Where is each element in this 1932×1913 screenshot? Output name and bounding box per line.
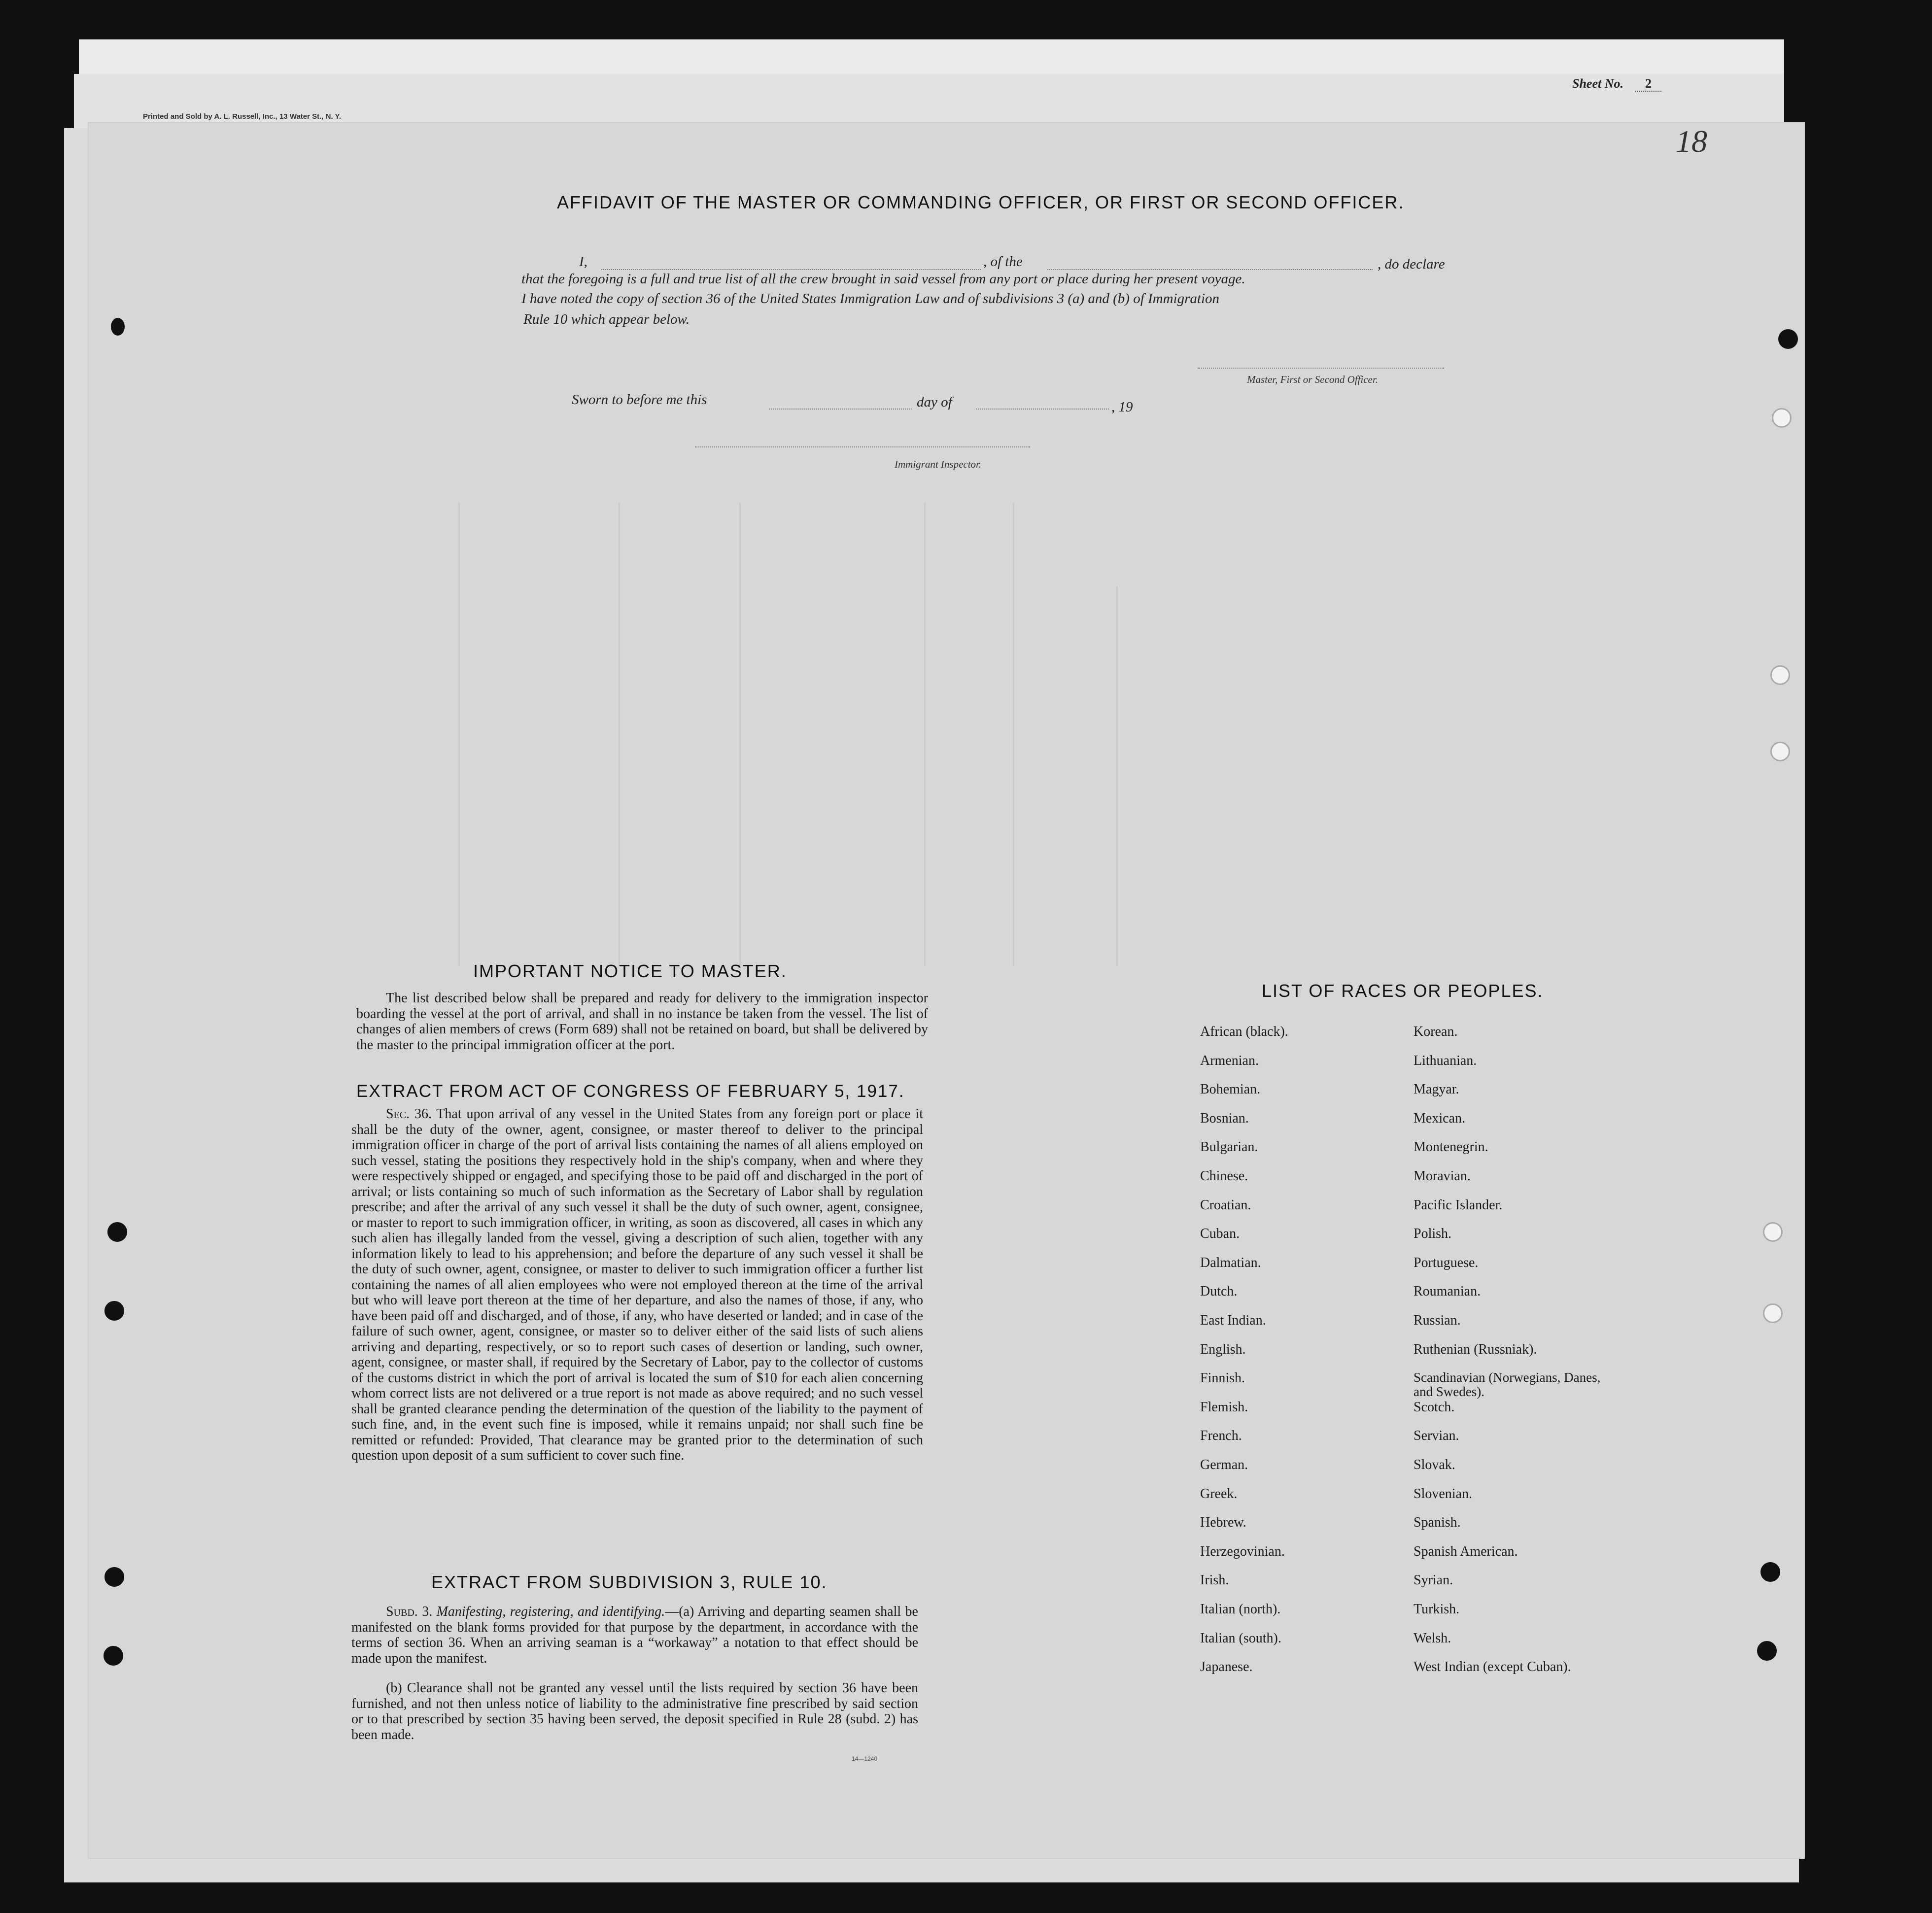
- column-rule: [619, 503, 620, 966]
- affidavit-line-2: that the foregoing is a full and true list of all the crew brought in said vessel from any port or place during her present voyage.: [521, 271, 1245, 287]
- race-item: Servian.: [1414, 1428, 1459, 1444]
- race-item: Dalmatian.: [1200, 1255, 1261, 1270]
- sworn-text: Sworn to before me this: [572, 392, 707, 408]
- race-item: Lithuanian.: [1414, 1053, 1477, 1068]
- race-item: Pacific Islander.: [1414, 1197, 1503, 1213]
- para-a-text: —(a) Arriving and departing seamen shall be manifested on the blank forms provided for that purpose by the department, in accordance with the terms of section 36. When an arriving seaman is a “workaway” a notation to that effect should be made upon the manifest.: [351, 1604, 918, 1666]
- main-sheet: [89, 123, 1804, 1858]
- affidavit-title: AFFIDAVIT OF THE MASTER OR COMMANDING OFFICER, OR FIRST OR SECOND OFFICER.: [557, 192, 1405, 212]
- master-signature-label: Master, First or Second Officer.: [1247, 374, 1378, 385]
- binder-hole: [1770, 742, 1790, 761]
- rule-extract-para-b: (b) Clearance shall not be granted any vessel until the lists required by section 36 have been furnished, and not then unless notice of liability to the administrative fine prescribed by said section or to that prescribed by section 35 having been served, the deposit specified in Rule 28 (subd. 2) has been made.: [351, 1680, 918, 1742]
- binder-hole: [1778, 329, 1798, 349]
- races-title: LIST OF RACES OR PEOPLES.: [1262, 981, 1544, 1001]
- race-item: Moravian.: [1414, 1168, 1471, 1184]
- race-item: Slovak.: [1414, 1457, 1455, 1472]
- sheet-number-label: Sheet No.: [1572, 76, 1623, 91]
- act-extract-title: EXTRACT FROM ACT OF CONGRESS OF FEBRUARY 5, 1917.: [356, 1082, 905, 1101]
- race-item: Montenegrin.: [1414, 1139, 1488, 1155]
- race-item: Armenian.: [1200, 1053, 1259, 1068]
- race-item: Mexican.: [1414, 1110, 1465, 1126]
- binder-hole: [1763, 1222, 1783, 1242]
- form-code: 14—1240: [852, 1755, 878, 1762]
- binder-hole: [1772, 408, 1792, 428]
- race-item: Korean.: [1414, 1024, 1458, 1039]
- binder-hole: [1770, 665, 1790, 685]
- race-item: Syrian.: [1414, 1572, 1453, 1588]
- race-item: Russian.: [1414, 1313, 1461, 1328]
- race-item: Portuguese.: [1414, 1255, 1479, 1270]
- subdivision-heading: Manifesting, registering, and identifying.: [436, 1604, 665, 1619]
- race-item: Dutch.: [1200, 1284, 1238, 1299]
- master-signature-line: [1198, 367, 1444, 369]
- race-item: Magyar.: [1414, 1082, 1459, 1097]
- race-item: Polish.: [1414, 1226, 1452, 1242]
- race-item: Irish.: [1200, 1572, 1229, 1588]
- race-item: Welsh.: [1414, 1630, 1451, 1646]
- race-item: Cuban.: [1200, 1226, 1240, 1242]
- race-item: Croatian.: [1200, 1197, 1251, 1213]
- race-item: Japanese.: [1200, 1659, 1253, 1675]
- act-extract-body: [351, 1106, 923, 1464]
- race-item: Spanish American.: [1414, 1543, 1518, 1559]
- sworn-month-line: [976, 408, 1109, 410]
- column-rule: [739, 503, 741, 966]
- race-item: West Indian (except Cuban).: [1414, 1659, 1571, 1675]
- affidavit-line-4: Rule 10 which appear below.: [523, 311, 690, 327]
- race-item: Finnish.: [1200, 1370, 1245, 1386]
- race-item: Roumanian.: [1414, 1284, 1481, 1299]
- race-item: Bohemian.: [1200, 1082, 1261, 1097]
- binder-hole: [1763, 1303, 1783, 1323]
- affidavit-do-declare: , do declare: [1378, 256, 1445, 272]
- binder-hole: [1760, 1562, 1780, 1582]
- year-text: , 19: [1111, 399, 1133, 415]
- binder-hole: [104, 1567, 124, 1587]
- name-blank-line: [601, 269, 981, 270]
- race-item: Greek.: [1200, 1486, 1238, 1502]
- race-item: German.: [1200, 1457, 1248, 1472]
- race-item: Scotch.: [1414, 1399, 1455, 1415]
- sheet-number-value: 2: [1635, 76, 1661, 92]
- affidavit-line-3: I have noted the copy of section 36 of the United States Immigration Law and of subdivisions 3 (a) and (b) of Immigration: [521, 291, 1220, 307]
- column-rule: [458, 503, 460, 966]
- vessel-blank-line: [1047, 269, 1373, 270]
- race-item: Hebrew.: [1200, 1515, 1246, 1531]
- binder-hole: [104, 1301, 124, 1321]
- day-of-text: day of: [917, 394, 952, 410]
- race-item: Turkish.: [1414, 1602, 1460, 1617]
- handwritten-page-number: 18: [1676, 124, 1707, 159]
- binder-hole: [1757, 1641, 1777, 1661]
- race-item: English.: [1200, 1341, 1246, 1357]
- race-item: Italian (north).: [1200, 1602, 1281, 1617]
- race-item: Herzegovinian.: [1200, 1543, 1285, 1559]
- notice-title: IMPORTANT NOTICE TO MASTER.: [473, 961, 787, 981]
- race-item: African (black).: [1200, 1024, 1288, 1039]
- sworn-day-line: [769, 408, 912, 410]
- race-item: Bosnian.: [1200, 1110, 1249, 1126]
- binder-hole: [111, 318, 125, 336]
- subdivision-label: Subd. 3.: [386, 1604, 433, 1619]
- notice-text: The list described below shall be prepared and ready for delivery to the immigration inspector boarding the vessel at the port of arrival, and shall in no instance be taken from the vessel. The list of changes of alien members of crews (Form 689) shall not be retained on board, but shall be delivered by the master to the principal immigration officer at the port.: [356, 991, 928, 1053]
- binder-hole: [107, 1222, 127, 1242]
- race-item: Italian (south).: [1200, 1630, 1281, 1646]
- race-item: Bulgarian.: [1200, 1139, 1258, 1155]
- affidavit-of-the: , of the: [983, 254, 1023, 270]
- race-item: Ruthenian (Russniak).: [1414, 1341, 1537, 1357]
- inspector-signature-label: Immigrant Inspector.: [895, 458, 982, 470]
- race-item: Flemish.: [1200, 1399, 1248, 1415]
- rule-extract-title: EXTRACT FROM SUBDIVISION 3, RULE 10.: [431, 1572, 828, 1592]
- binder-hole: [104, 1646, 123, 1666]
- affidavit-i: I,: [579, 254, 587, 270]
- column-rule: [1116, 586, 1118, 966]
- race-item: Chinese.: [1200, 1168, 1248, 1184]
- sheet-number-field: [1572, 76, 1661, 91]
- race-item: Spanish.: [1414, 1515, 1461, 1531]
- race-item: French.: [1200, 1428, 1242, 1444]
- race-item: Scandinavian (Norwegians, Danes, and Swedes).: [1414, 1370, 1601, 1400]
- section-label: Sec. 36.: [386, 1106, 432, 1122]
- column-rule: [1013, 503, 1014, 966]
- race-item: East Indian.: [1200, 1313, 1266, 1328]
- column-rule: [924, 503, 926, 966]
- inspector-signature-line: [695, 446, 1030, 447]
- printer-line: Printed and Sold by A. L. Russell, Inc., 13 Water St., N. Y.: [143, 112, 342, 121]
- race-item: Slovenian.: [1414, 1486, 1472, 1502]
- rule-extract-para-a: [351, 1604, 918, 1666]
- act-extract-text: That upon arrival of any vessel in the United States from any foreign port or place it shall be the duty of the owner, agent, consignee, or master thereof to deliver to the principal immigration officer in charge of the port of arrival lists containing the names of all aliens employed on such vessel, stating the positions they respectively hold in the ship's company, when and where they were respectively shipped or engaged, and specifying those to be paid off and discharged in the port of arrival; or lists containing so much of such information as the Secretary of Labor shall by regulation prescribe; and after the arrival of any such vessel it shall be the duty of such owner, agent, consignee, or master to report to such immigration officer, in writing, as soon as discovered, all cases in which any such alien has illegally landed from the vessel, giving a description of such alien, together with any information likely to lead to his apprehension; and before the departure of any such vessel it shall be the duty of such owner, agent, consignee, or master to deliver to such immigration officer a further list containing the names of all alien employees who were not employed thereon at the time of the arrival but who will leave port thereon at the time of her departure, and also the names of those, if any, who have been paid off and discharged, and of those, if any, who have deserted or landed; and in case of the failure of such owner, agent, consignee, or master so to deliver either of the said lists of such aliens arriving and departing, respectively, or so to report such cases of desertion or landing, such owner, agent, consignee, or master shall, if required by the Secretary of Labor, pay to the collector of customs of the customs district in which the port of arrival is located the sum of $10 for each alien concerning whom correct lists are not delivered or a true report is not made as above required; and no such vessel shall be granted clearance pending the determination of the question of the liability to the payment of such fine, and, in the event such fine is imposed, while it remains unpaid; nor shall such fine be remitted or refunded: Provided, That clearance may be granted prior to the determination of such question upon deposit of a sum sufficient to cover such fine.: [351, 1106, 923, 1463]
